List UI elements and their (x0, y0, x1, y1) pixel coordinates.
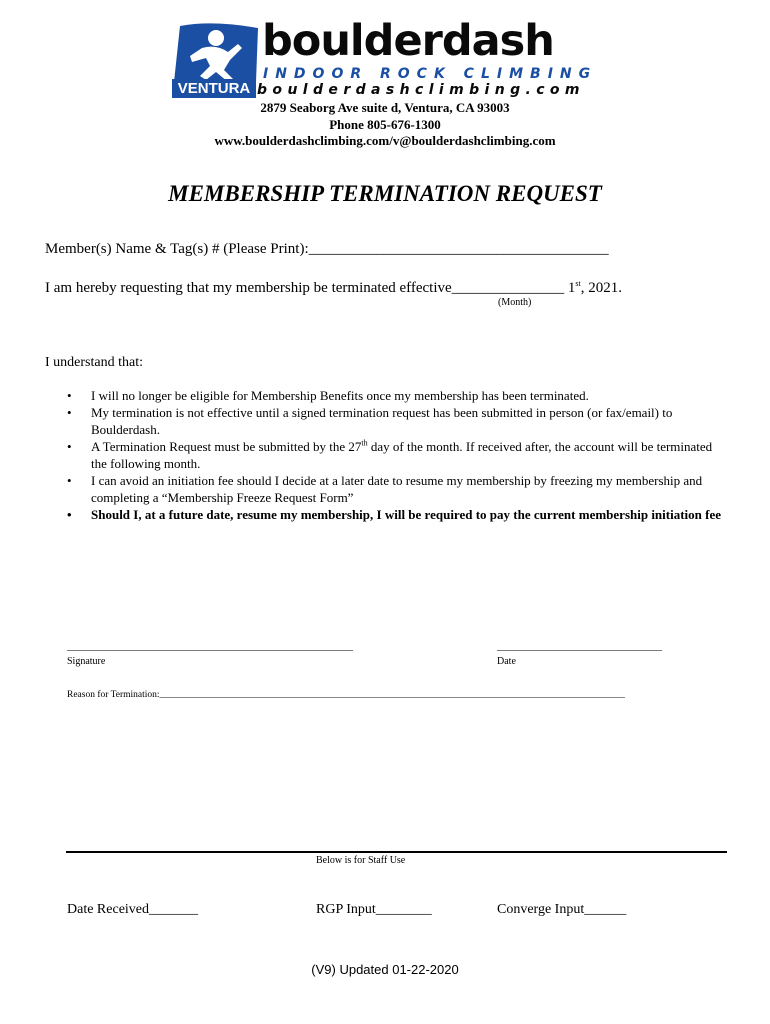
logo-tagline: INDOOR ROCK CLIMBING (263, 66, 598, 82)
bullet-icon: • (67, 439, 72, 454)
converge-input-field[interactable]: Converge Input______ (497, 902, 627, 917)
list-item: • My termination is not effective until a signed termination request has been submitted in person (or fax/email) to Boulderdash. (67, 405, 673, 437)
date-line[interactable]: ______________________________ (497, 640, 662, 652)
effective-date-prefix: I am hereby requesting that my membership be terminated effective_______________ 1 (45, 280, 576, 296)
staff-divider (66, 851, 727, 853)
date-label: Date (497, 656, 516, 667)
list-item: • I can avoid an initiation fee should I decide at a later date to resume my membership by freezing my membership and completing a “Membership Freeze Request Form” (67, 473, 703, 505)
understand-heading: I understand that: (45, 355, 143, 370)
staff-use-heading: Below is for Staff Use (316, 855, 406, 866)
list-item: • Should I, at a future date, resume my membership, I will be required to pay the current membership initiation fee (67, 507, 722, 522)
bullet-icon: • (67, 473, 72, 488)
page-title: MEMBERSHIP TERMINATION REQUEST (168, 181, 602, 206)
bullet-icon: • (67, 507, 72, 522)
phone-line: Phone 805-676-1300 (329, 117, 441, 132)
effective-date-field[interactable] (45, 280, 622, 297)
month-hint: (Month) (498, 297, 532, 308)
effective-date-suffix: , 2021. (580, 280, 622, 296)
website-email-line: www.boulderdashclimbing.com/v@boulderdashclimbing.com (214, 133, 556, 148)
reason-for-termination-field[interactable]: Reason for Termination:__________________________________________________________________________________________________ (67, 690, 626, 700)
logo-site: boulderdashclimbing.com (257, 82, 585, 98)
boulderdash-logo (170, 16, 600, 102)
terms-list (67, 387, 727, 523)
list-item: • A Termination Request must be submitted by the 27th day of the month. If received after, the account will be terminated the following month. (67, 438, 713, 471)
bullet-icon: • (67, 388, 72, 403)
list-item: • I will no longer be eligible for Membership Benefits once my membership has been terminated. (67, 388, 589, 403)
rgp-input-field[interactable]: RGP Input________ (316, 902, 432, 917)
logo-wordmark: boulderdash (262, 16, 554, 66)
member-name-field[interactable]: Member(s) Name & Tag(s) # (Please Print):________________________________________ (45, 241, 609, 257)
signature-label: Signature (67, 656, 106, 667)
ordinal-suffix: st (575, 279, 581, 288)
date-received-field[interactable]: Date Received_______ (67, 902, 199, 917)
address-line: 2879 Seaborg Ave suite d, Ventura, CA 93003 (260, 100, 510, 115)
version-footer: (V9) Updated 01-22-2020 (311, 962, 459, 977)
bullet-icon: • (67, 405, 72, 420)
signature-line[interactable]: ____________________________________________________ (67, 640, 353, 652)
ventura-badge: VENTURA (172, 79, 256, 98)
